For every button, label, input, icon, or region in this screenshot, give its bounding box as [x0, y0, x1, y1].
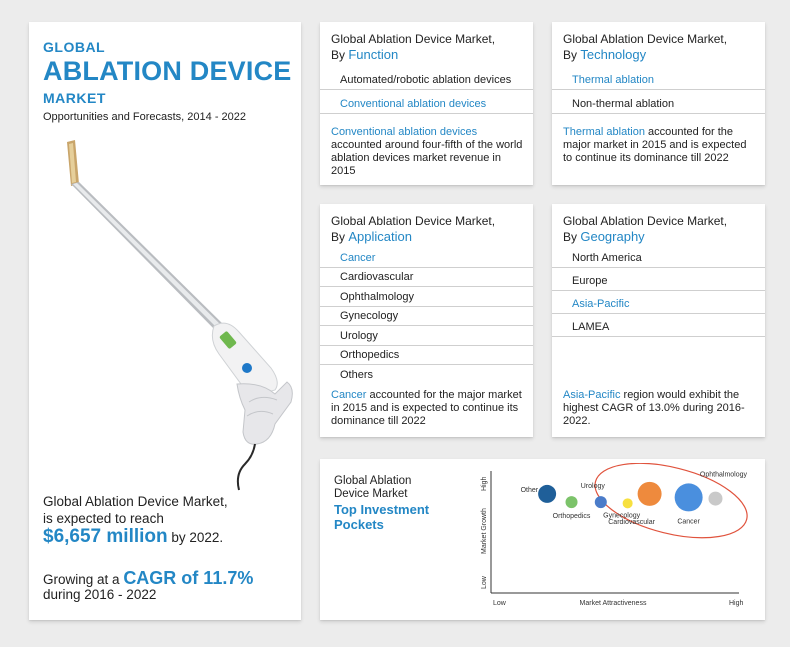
- note-accent: Conventional ablation devices: [331, 126, 478, 138]
- bubble-cancer: [675, 483, 703, 511]
- card-title-line: Global Ablation Device Market,: [563, 32, 728, 46]
- technology-option-highlighted: Thermal ablation: [552, 70, 765, 90]
- investment-title-line2: Device Market: [334, 488, 408, 500]
- hero-title: ABLATION DEVICE: [43, 56, 292, 86]
- market-value: $6,657 million: [43, 526, 168, 547]
- hero-market-label: MARKET: [43, 90, 106, 106]
- cagr-period: during 2016 - 2022: [43, 587, 157, 602]
- geography-option-highlighted: Asia-Pacific: [552, 294, 765, 314]
- investment-title-line1: Global Ablation: [334, 475, 412, 487]
- hero-cagr-line: [43, 568, 253, 589]
- geography-card: [552, 204, 765, 437]
- investment-bubble-chart: [465, 463, 761, 617]
- note-accent: Asia-Pacific: [563, 389, 621, 401]
- card-by: By: [331, 48, 346, 62]
- geography-option: North America: [552, 248, 765, 268]
- note-text: accounted for the major market in 2015 and is expected to continue its dominance till 2022: [331, 389, 522, 427]
- bubble-label-gynecology: Gynecology: [603, 512, 641, 520]
- geography-option: LAMEA: [552, 317, 765, 337]
- investment-subtitle: [334, 502, 429, 532]
- note-text: accounted around four-fifth of the world ablation devices market revenue in 2015: [331, 139, 523, 177]
- note-text: accounted for the major market in 2015 and is expected to continue its dominance till 2022: [563, 126, 747, 164]
- card-title-line: Global Ablation Device Market,: [563, 214, 728, 228]
- card-accent: Technology: [580, 47, 647, 62]
- card-title: [331, 32, 495, 63]
- card-by: By: [331, 230, 346, 244]
- bubble-other: [538, 485, 556, 503]
- ablation-device-illustration: [49, 132, 299, 492]
- y-axis-label: Market Growth: [481, 508, 488, 554]
- application-card: [320, 204, 533, 437]
- geography-option: Europe: [552, 271, 765, 291]
- bubble-label-urology: Urology: [580, 483, 605, 491]
- bubble-cardiovascular: [638, 482, 662, 506]
- application-note: [331, 389, 523, 428]
- technology-note: [563, 126, 755, 165]
- bubble-orthopedics: [566, 496, 578, 508]
- bubble-gynecology: [623, 498, 633, 508]
- hero-card: [29, 22, 301, 620]
- bubble-urology: [595, 496, 607, 508]
- note-accent: Cancer: [331, 389, 367, 401]
- card-by: By: [563, 230, 578, 244]
- hero-reach-line2: is expected to reach: [43, 511, 164, 526]
- card-title: [331, 214, 495, 245]
- bubble-label-orthopedics: Orthopedics: [552, 513, 591, 521]
- card-accent: Geography: [580, 229, 645, 244]
- bubble-label-cardiovascular: Cardiovascular: [608, 518, 655, 526]
- application-option: Cardiovascular: [320, 267, 533, 287]
- y-tick-low: Low: [481, 576, 488, 589]
- card-accent: Function: [348, 47, 399, 62]
- function-note: [331, 126, 523, 178]
- bubble-label-ophthalmology: Ophthalmology: [699, 471, 748, 479]
- card-title: [563, 32, 727, 63]
- investment-sub-line1: Top Investment: [334, 502, 430, 517]
- card-title: [563, 214, 727, 245]
- hero-value-line: [43, 526, 223, 548]
- card-title-line: Global Ablation Device Market,: [331, 214, 496, 228]
- hero-reach-line1: Global Ablation Device Market,: [43, 494, 228, 509]
- x-tick-high: High: [729, 600, 744, 607]
- bubble-ophthalmology: [708, 492, 722, 506]
- x-tick-low: Low: [493, 600, 506, 607]
- y-tick-high: High: [481, 476, 488, 491]
- hero-global-label: GLOBAL: [43, 39, 106, 55]
- bubble-label-other: Other: [520, 486, 539, 494]
- x-axis-label: Market Attractiveness: [579, 600, 647, 607]
- application-option: Urology: [320, 326, 533, 346]
- application-option-highlighted: Cancer: [320, 248, 533, 268]
- cagr-value: CAGR of 11.7%: [123, 568, 254, 588]
- hero-subtitle: Opportunities and Forecasts, 2014 - 2022: [43, 111, 247, 123]
- application-option: Gynecology: [320, 306, 533, 326]
- investment-title: [334, 475, 411, 501]
- application-option: Orthopedics: [320, 345, 533, 365]
- card-accent: Application: [348, 229, 412, 244]
- function-option-highlighted: Conventional ablation devices: [320, 94, 533, 114]
- technology-option: Non-thermal ablation: [552, 94, 765, 114]
- technology-card: [552, 22, 765, 185]
- application-option: Others: [340, 369, 374, 381]
- application-option: Ophthalmology: [320, 287, 533, 307]
- cagr-prefix: Growing at a: [43, 572, 120, 587]
- market-value-suffix: by 2022.: [171, 530, 224, 545]
- function-option: Automated/robotic ablation devices: [320, 70, 533, 90]
- bubble-label-cancer: Cancer: [677, 518, 700, 526]
- note-text: region would exhibit the highest CAGR of 13.0% during 2016-2022.: [563, 389, 745, 427]
- geography-note: [563, 389, 755, 428]
- function-card: [320, 22, 533, 185]
- investment-card: [320, 459, 765, 620]
- card-by: By: [563, 48, 578, 62]
- note-accent: Thermal ablation: [563, 126, 645, 138]
- investment-sub-line2: Pockets: [334, 517, 384, 532]
- card-title-line: Global Ablation Device Market,: [331, 32, 496, 46]
